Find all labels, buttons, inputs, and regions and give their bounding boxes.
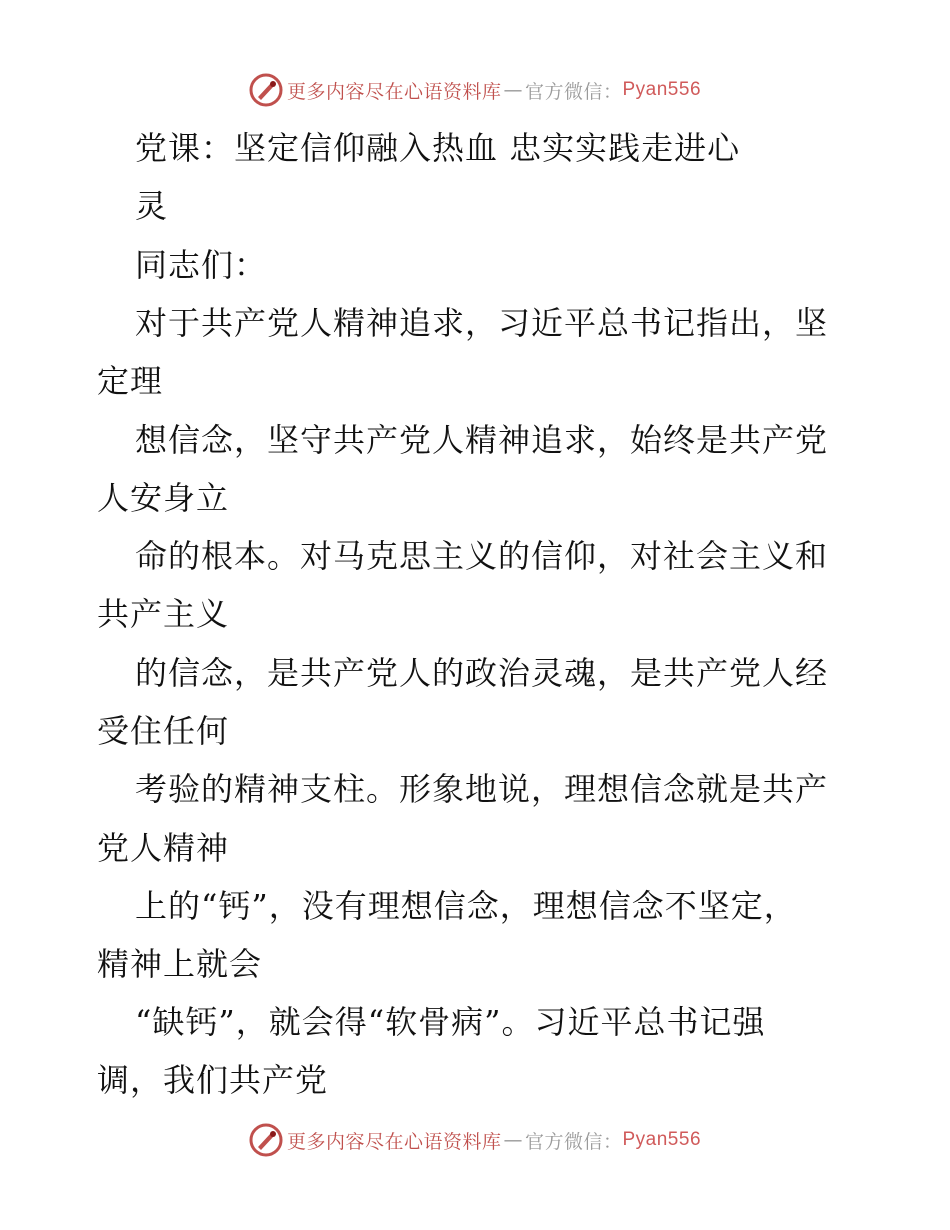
brand-logo-icon — [249, 73, 283, 107]
paragraph-line: “缺钙”，就会得“软骨病”。习近平总书记强 — [135, 1003, 766, 1041]
paragraph-line: 的信念，是共产党人的政治灵魂，是共产党人经 — [135, 654, 829, 692]
watermark-wechat-id: Pyan556 — [622, 79, 702, 100]
paragraph-line: 人安身立 — [97, 479, 230, 517]
salutation: 同志们： — [135, 246, 268, 284]
watermark-wechat-id: Pyan556 — [622, 1129, 702, 1150]
paragraph-line: 对于共产党人精神追求，习近平总书记指出，坚 — [135, 304, 829, 342]
watermark-dash: — — [503, 79, 523, 101]
paragraph-line: 精神上就会 — [97, 945, 263, 983]
watermark-header — [0, 70, 950, 110]
paragraph-line: 上的“钙”，没有理想信念，理想信念不坚定， — [135, 887, 797, 925]
paragraph-line: 命的根本。对马克思主义的信仰，对社会主义和 — [135, 537, 829, 575]
document-title-line-1: 党课：坚定信仰融入热血 忠实实践走进心 — [135, 129, 741, 167]
brand-logo-icon — [249, 1123, 283, 1157]
watermark-dash: — — [503, 1129, 523, 1151]
paragraph-line: 调，我们共产党 — [97, 1061, 329, 1099]
document-title-line-2: 灵 — [135, 187, 169, 225]
paragraph-line: 党人精神 — [97, 829, 230, 867]
watermark-footer — [0, 1120, 950, 1160]
paragraph-line: 受住任何 — [97, 712, 230, 750]
paragraph-line: 考验的精神支柱。形象地说，理想信念就是共产 — [135, 770, 829, 808]
watermark-text: 更多内容尽在心语资料库 — [286, 80, 502, 103]
paragraph-line: 定理 — [97, 362, 164, 400]
watermark-wechat-label: 官方微信： — [524, 1130, 623, 1153]
watermark-wechat-label: 官方微信： — [524, 80, 623, 103]
watermark-text: 更多内容尽在心语资料库 — [286, 1130, 502, 1153]
paragraph-line: 想信念，坚守共产党人精神追求，始终是共产党 — [135, 421, 829, 459]
paragraph-line: 共产主义 — [97, 595, 230, 633]
